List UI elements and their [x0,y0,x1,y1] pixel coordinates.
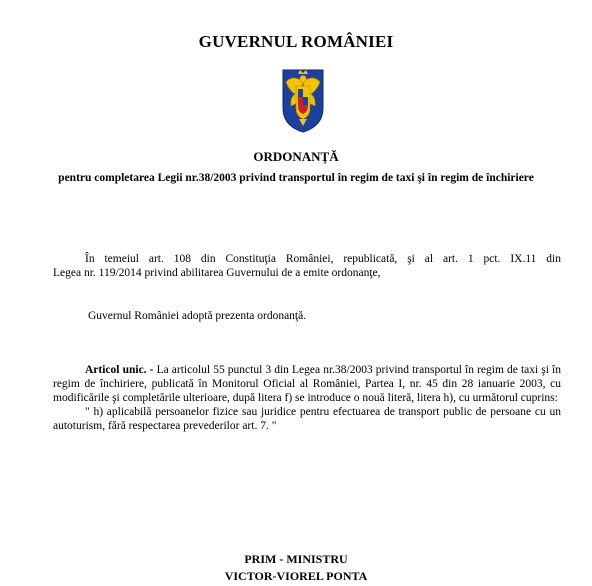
document-type: ORDONANŢĂ [253,149,339,164]
article-main [53,363,561,405]
government-title: GUVERNUL ROMÂNIEI [198,32,394,51]
legal-basis-paragraph [53,252,561,280]
signatory-role: PRIM - MINISTRU [244,552,348,566]
legal-basis-line-1: În temeiul art. 108 din Constituţia României, republicată, şi al art. 1 pct. IX.11 din [85,253,561,265]
romanian-coat-of-arms-icon [279,64,327,134]
article-paragraph [53,363,561,433]
legal-basis-line-2: Legea nr. 119/2014 privind abilitarea Guvernului de a emite ordonanţe, [53,267,381,279]
adoption-paragraph: Guvernul României adoptă prezenta ordonanţă. [88,310,307,322]
document-subject: pentru completarea Legii nr.38/2003 privind transportul în regim de taxi şi în regim de închiriere [58,172,534,184]
article-text: La articolul 55 punctul 3 din Legea nr.38/2003 privind transportul în regim de taxi şi în regim de închiriere, publicată în Monitorul Oficial al României, Partea I, nr. 45 din 28 ianuarie 2003, cu modificările şi completările ulterioare, după litera f) se introduce o nouă literă, litera h), cu următorul cuprins: [53,364,561,404]
article-quote: " h) aplicabilă persoanelor fizice sau juridice pentru efectuarea de transport public de persoane cu un autoturism, fără respectarea prevederilor art. 7. " [53,406,561,432]
article-label: Articol unic. - [85,364,154,376]
signatory-name: VICTOR-VIOREL PONTA [224,569,368,583]
